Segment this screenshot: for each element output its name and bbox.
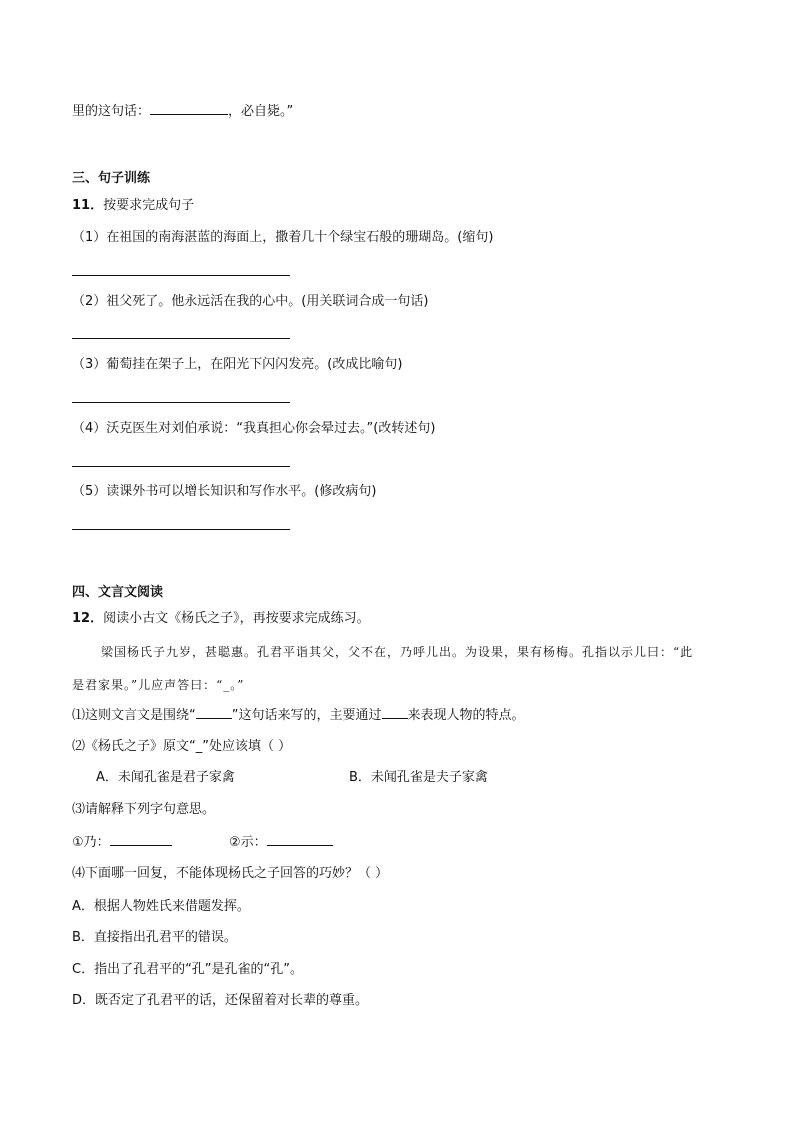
sub2-option-b[interactable]: B．未闻孔雀是夫子家禽 (349, 770, 488, 785)
sub3-item-2 (229, 833, 333, 852)
q11-stem-text: 按要求完成句子 (103, 198, 195, 213)
section3-heading: 三、句子训练 (72, 171, 151, 186)
q11-number: 11． (72, 198, 104, 213)
section4-heading: 四、文言文阅读 (72, 585, 164, 600)
q11-item-1: （1）在祖国的南海湛蓝的海面上，撒着几十个绿宝石般的珊瑚岛。(缩句) (72, 230, 494, 245)
sub1-c: 来表现人物的特点。 (407, 708, 525, 723)
q12-sub4: ⑷下面哪一回复，不能体现杨氏之子回答的巧妙？（ ） (72, 866, 389, 881)
sub1-blank-1[interactable] (196, 706, 232, 719)
q12-sub2: ⑵《杨氏之子》原文“_”处应该填（ ） (72, 739, 292, 754)
sub1-b: ”这句话来写的，主要通过 (231, 708, 382, 723)
sub3-item-1-label: ①乃： (72, 835, 110, 850)
q11-item-3: （3）葡萄挂在架子上，在阳光下闪闪发亮。(改成比喻句) (72, 357, 403, 372)
sub4-option-d[interactable]: D．既否定了孔君平的话，还保留着对长辈的尊重。 (72, 993, 369, 1008)
sub1-blank-2[interactable] (382, 706, 408, 719)
q11-answer-line-2[interactable] (72, 338, 290, 339)
q12-stem-text: 阅读小古文《杨氏之子》，再按要求完成练习。 (103, 611, 370, 626)
passage-line-1: 梁国杨氏子九岁，甚聪惠。孔君平诣其父，父不在，乃呼儿出。为设果，果有杨梅。孔指以示儿曰：“此 (101, 645, 694, 659)
sub3-blank-2[interactable] (267, 833, 333, 846)
sub3-item-1 (72, 833, 172, 852)
q12-sub3: ⑶请解释下列字句意思。 (72, 802, 216, 817)
passage-line-2: 是君家果。”儿应声答曰：“_。” (72, 678, 245, 692)
q11-item-5: （5）读课外书可以增长知识和写作水平。(修改病句) (72, 484, 377, 499)
intro-before: 里的这句话： (72, 104, 151, 119)
q11-answer-line-1[interactable] (72, 275, 290, 276)
q12-stem (72, 610, 370, 628)
sub1-a: ⑴这则文言文是围绕“ (72, 708, 196, 723)
sub3-blank-1[interactable] (110, 833, 172, 846)
intro-after: ，必自毙。” (228, 104, 294, 119)
q11-stem (72, 197, 194, 215)
q12-sub1 (72, 706, 525, 725)
q11-item-2: （2）祖父死了。他永远活在我的心中。(用关联词合成一句话) (72, 294, 429, 309)
intro-line (72, 102, 293, 121)
sub2-option-a[interactable]: A．未闻孔雀是君子家禽 (96, 770, 235, 785)
sub4-option-a[interactable]: A．根据人物姓氏来借题发挥。 (72, 899, 250, 914)
q11-answer-line-5[interactable] (72, 529, 290, 530)
q11-answer-line-4[interactable] (72, 466, 290, 467)
sub4-option-c[interactable]: C．指出了孔君平的“孔”是孔雀的“孔”。 (72, 962, 304, 977)
sub4-option-b[interactable]: B．直接指出孔君平的错误。 (72, 930, 237, 945)
q12-number: 12． (72, 611, 104, 626)
intro-blank[interactable] (150, 102, 228, 115)
q11-item-4: （4）沃克医生对刘伯承说：“我真担心你会晕过去。”(改转述句) (72, 421, 436, 436)
q11-answer-line-3[interactable] (72, 402, 290, 403)
sub3-item-2-label: ②示： (229, 835, 267, 850)
